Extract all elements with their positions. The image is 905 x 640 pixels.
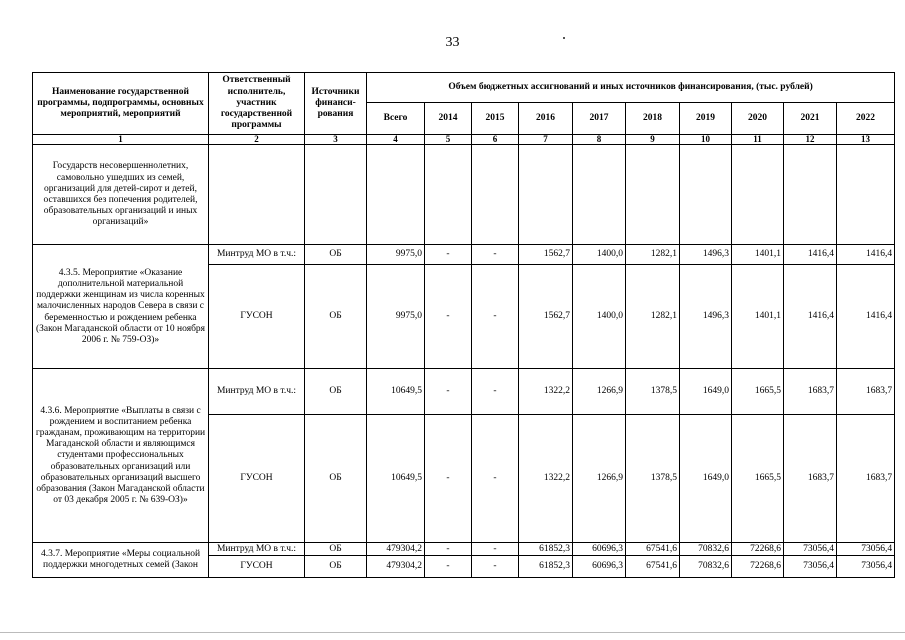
value-cell: - [472,369,519,415]
executor-cell: Минтруд МО в т.ч.: [209,245,305,265]
value-cell: 67541,6 [626,556,680,578]
source-cell: ОБ [305,265,367,369]
carryover-text: Государств несовершеннолетних, самовольно ушедших из семей, организаций для детей-сирот и детей, оставшихся без попечения родителей, образовательных организаций и иных организаций» [33,145,209,245]
table-row [33,369,895,415]
header-year: 2018 [626,103,680,135]
activity-name: 4.3.6. Мероприятие «Выплаты в связи с рождением и воспитанием ребенка гражданам, проживающим на территории Магаданской области и являющимся студентами профессиональных образовательных организаций или образовательных организаций высшего образования (Закон Магаданской области от 03 декабря 2005 г. № 639-ОЗ)» [33,369,209,543]
value-cell: - [472,265,519,369]
source-cell: ОБ [305,556,367,578]
value-cell: 72268,6 [732,556,784,578]
column-number: 4 [367,135,425,145]
total-cell: 9975,0 [367,265,425,369]
total-cell: 10649,5 [367,369,425,415]
header-year: 2019 [680,103,732,135]
value-cell: 1683,7 [837,415,895,543]
value-cell: 1683,7 [837,369,895,415]
value-cell: 70832,6 [680,556,732,578]
value-cell: - [472,245,519,265]
source-cell: ОБ [305,543,367,556]
value-cell: 1683,7 [784,415,837,543]
value-cell: 1416,4 [784,265,837,369]
funding-table [32,72,895,578]
column-number: 3 [305,135,367,145]
value-cell: 1665,5 [732,415,784,543]
page-number: 33 [445,35,460,50]
activity-name: 4.3.7. Мероприятие «Меры социальной поддержки многодетных семей (Закон [33,543,209,578]
executor-cell: ГУСОН [209,415,305,543]
table-row [33,245,895,265]
value-cell: 67541,6 [626,543,680,556]
column-number: 8 [573,135,626,145]
header-year: 2014 [425,103,472,135]
value-cell: 1401,1 [732,265,784,369]
source-cell: ОБ [305,415,367,543]
value-cell: - [425,265,472,369]
value-cell: 1649,0 [680,415,732,543]
table-row [33,543,895,556]
value-cell: - [472,543,519,556]
value-cell: 1322,2 [519,369,573,415]
executor-cell: ГУСОН [209,265,305,369]
header-executor: Ответственный исполнитель, участник государственной программы [209,73,305,135]
value-cell: 73056,4 [837,543,895,556]
value-cell: - [472,415,519,543]
value-cell: 1282,1 [626,245,680,265]
value-cell: 1282,1 [626,265,680,369]
header-year: 2017 [573,103,626,135]
value-cell: 1416,4 [837,265,895,369]
total-cell: 9975,0 [367,245,425,265]
header-total: Всего [367,103,425,135]
header-year: 2016 [519,103,573,135]
value-cell: 1683,7 [784,369,837,415]
header-sources: Источники финанси-рования [305,73,367,135]
column-number: 12 [784,135,837,145]
value-cell: 1416,4 [837,245,895,265]
value-cell: - [425,556,472,578]
value-cell: 1665,5 [732,369,784,415]
total-cell: 10649,5 [367,415,425,543]
source-cell: ОБ [305,245,367,265]
value-cell: 1322,2 [519,415,573,543]
column-number: 5 [425,135,472,145]
executor-cell: Минтруд МО в т.ч.: [209,543,305,556]
column-number: 1 [33,135,209,145]
value-cell: 1400,0 [573,245,626,265]
column-number: 7 [519,135,573,145]
column-number: 9 [626,135,680,145]
header-year: 2021 [784,103,837,135]
scan-speck [563,37,565,39]
column-number: 2 [209,135,305,145]
value-cell: 73056,4 [784,556,837,578]
value-cell: - [472,556,519,578]
value-cell: - [425,369,472,415]
table-row [33,145,895,245]
header-volume: Объем бюджетных ассигнований и иных источников финансирования, (тыс. рублей) [367,73,895,103]
column-number: 10 [680,135,732,145]
value-cell: 1496,3 [680,265,732,369]
value-cell: 60696,3 [573,543,626,556]
value-cell: 60696,3 [573,556,626,578]
header-year: 2022 [837,103,895,135]
value-cell: 1416,4 [784,245,837,265]
activity-name: 4.3.5. Мероприятие «Оказание дополнительной материальной поддержки женщинам из числа коренных малочисленных народов Севера в связи с беременностью и рождением ребенка (Закон Магаданской области от 10 ноября 2006 г. № 759-ОЗ)» [33,245,209,369]
value-cell: 72268,6 [732,543,784,556]
value-cell: 1378,5 [626,415,680,543]
value-cell: 1562,7 [519,245,573,265]
value-cell: 1401,1 [732,245,784,265]
value-cell: - [425,415,472,543]
value-cell: - [425,543,472,556]
page-edge-line [0,632,905,633]
executor-cell: Минтруд МО в т.ч.: [209,369,305,415]
header-year: 2020 [732,103,784,135]
total-cell: 479304,2 [367,543,425,556]
value-cell: 1400,0 [573,265,626,369]
executor-cell: ГУСОН [209,556,305,578]
header-program: Наименование государственной программы, подпрограммы, основных мероприятий, мероприятий [33,73,209,135]
header-year: 2015 [472,103,519,135]
total-cell: 479304,2 [367,556,425,578]
source-cell: ОБ [305,369,367,415]
value-cell: 61852,3 [519,543,573,556]
value-cell: 1378,5 [626,369,680,415]
value-cell: 1562,7 [519,265,573,369]
value-cell: 61852,3 [519,556,573,578]
value-cell: 73056,4 [784,543,837,556]
column-number: 13 [837,135,895,145]
column-number: 6 [472,135,519,145]
value-cell: 1266,9 [573,369,626,415]
value-cell: - [425,245,472,265]
value-cell: 70832,6 [680,543,732,556]
value-cell: 1266,9 [573,415,626,543]
value-cell: 73056,4 [837,556,895,578]
column-number: 11 [732,135,784,145]
value-cell: 1649,0 [680,369,732,415]
value-cell: 1496,3 [680,245,732,265]
